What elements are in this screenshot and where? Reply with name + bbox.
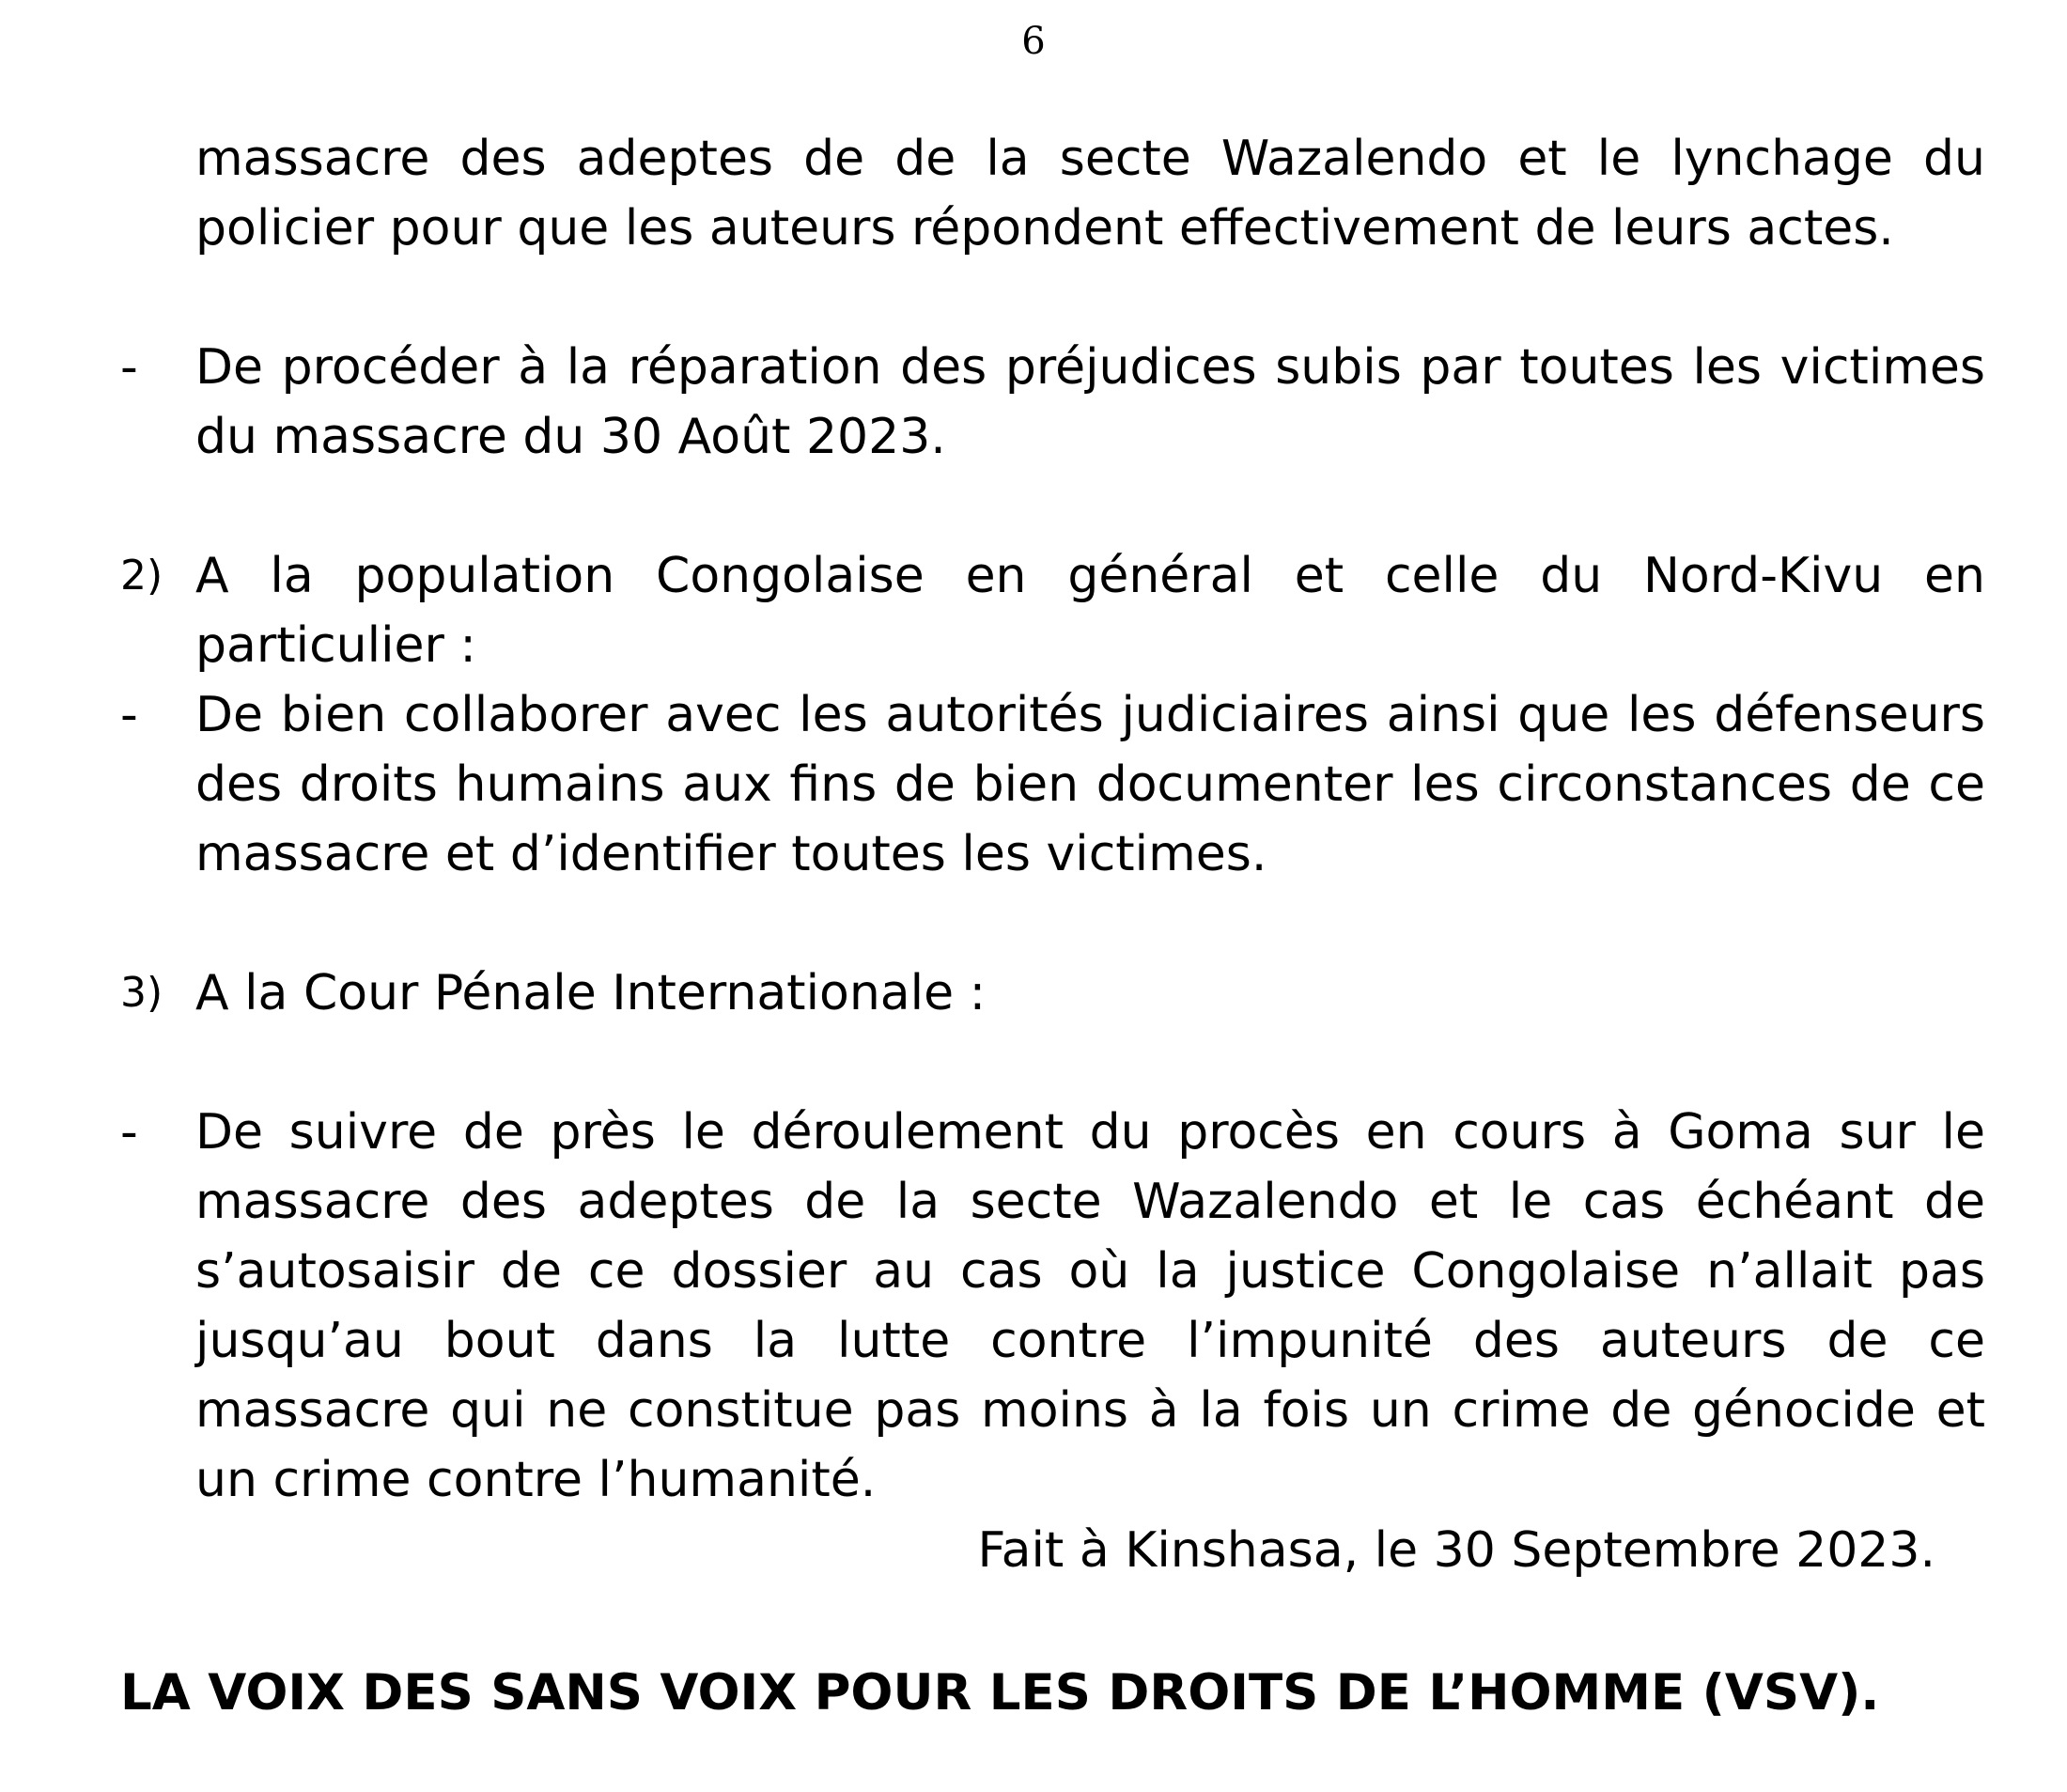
list-item [120,1098,1985,1515]
section-number: 3) [120,969,163,1017]
organization-name: LA VOIX DES SANS VOIX POUR LES DROITS DE L’HOMME (VSV). [120,1664,1880,1722]
section-number: 2) [120,552,163,600]
list-item-text: De procéder à la réparation des préjudices subis par toutes les victimes du massacre du 30 Août 2023. [195,339,1985,465]
list-item-text: De suivre de près le déroulement du procès en cours à Goma sur le massacre des adeptes de la secte Wazalendo et le cas échéant de s’autosaisir de ce dossier au cas où la justice Congolaise n’allait pas jusqu’au bout dans la lutte contre l’impunité des auteurs de ce massacre qui ne constitue pas moins à la fois un crime de génocide et un crime contre l’humanité. [195,1104,1985,1508]
list-item-text: De bien collaborer avec les autorités judiciaires ainsi que les défenseurs des droits humains aux fins de bien documenter les circonstances de ce massacre et d’identifier toutes les victimes. [195,687,1985,882]
list-dash: - [120,1104,138,1161]
list-item [120,680,1985,889]
section-heading-text: A la Cour Pénale Internationale : [195,965,987,1021]
continuation-text: massacre des adeptes de de la secte Wazalendo et le lynchage du policier pour que les auteurs répondent effectivement de leurs actes. [195,131,1985,257]
page-number: 6 [1021,20,1046,63]
section-2-heading [120,541,1985,680]
list-dash: - [120,687,138,743]
place-date: Fait à Kinshasa, le 30 Septembre 2023. [977,1522,1935,1579]
reparation-item [120,333,1985,472]
section-heading-text: A la population Congolaise en général et celle du Nord-Kivu en particulier : [195,548,1985,674]
list-dash: - [120,339,138,396]
section-2 [120,541,1985,889]
section-3-heading [120,958,1985,1028]
list-item [120,333,1985,472]
continuation-paragraph [120,124,1985,263]
section-3-items [120,1098,1985,1515]
section-3 [120,958,1985,1028]
